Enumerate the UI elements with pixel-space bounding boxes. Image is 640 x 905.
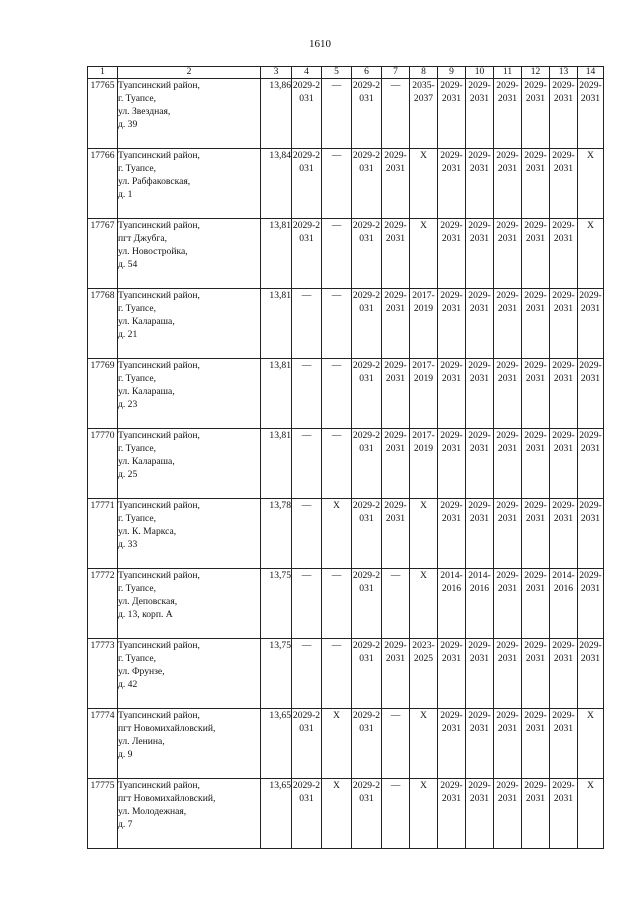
period-cell: —	[292, 639, 322, 709]
area-value: 13,75	[261, 639, 292, 709]
period-cell: 2029-2031	[578, 359, 604, 429]
period-cell: 2029-2031	[494, 149, 522, 219]
register-table	[87, 66, 604, 849]
period-cell: —	[322, 289, 352, 359]
period-cell: 2029-2031	[578, 289, 604, 359]
period-cell: X	[410, 569, 438, 639]
period-cell: 2029-2031	[466, 709, 494, 779]
period-cell: 2029-2031	[382, 359, 410, 429]
column-header: 4	[292, 67, 322, 79]
period-cell: 2029-2031	[352, 499, 382, 569]
record-number: 17772	[88, 569, 118, 639]
address-line: г. Туапсе,	[118, 303, 156, 314]
address-line: д. 39	[118, 119, 138, 130]
period-cell: 2029-2031	[438, 219, 466, 289]
table-row	[88, 709, 604, 779]
period-cell: 2029-2031	[550, 429, 578, 499]
area-value: 13,84	[261, 149, 292, 219]
address-line: д. 23	[118, 399, 138, 410]
period-cell: 2029-2031	[438, 639, 466, 709]
period-cell: 2029-2031	[438, 779, 466, 849]
period-cell: X	[578, 219, 604, 289]
address-line: Туапсинский район,	[118, 710, 200, 721]
period-cell: 2029-2031	[522, 779, 550, 849]
period-cell: 2029-2031	[494, 709, 522, 779]
column-header: 6	[352, 67, 382, 79]
period-cell: 2029-2031	[522, 429, 550, 499]
address-line: ул. Деповская,	[118, 596, 178, 607]
period-cell: —	[292, 499, 322, 569]
period-cell: 2014-2016	[550, 569, 578, 639]
period-cell: 2017-2019	[410, 289, 438, 359]
area-value: 13,78	[261, 499, 292, 569]
period-cell: 2029-2031	[550, 499, 578, 569]
period-cell: 2029-2031	[292, 79, 322, 149]
address-line: д. 25	[118, 469, 138, 480]
address-line: Туапсинский район,	[118, 220, 200, 231]
address-line: г. Туапсе,	[118, 373, 156, 384]
period-cell: 2029-2031	[292, 219, 322, 289]
area-value: 13,65	[261, 709, 292, 779]
address-line: Туапсинский район,	[118, 500, 200, 511]
address-line: Туапсинский район,	[118, 150, 200, 161]
period-cell: X	[578, 149, 604, 219]
record-number: 17774	[88, 709, 118, 779]
address-line: Туапсинский район,	[118, 290, 200, 301]
period-cell: 2029-2031	[578, 499, 604, 569]
period-cell: 2029-2031	[494, 219, 522, 289]
area-value: 13,81	[261, 429, 292, 499]
table-row	[88, 79, 604, 149]
address-line: Туапсинский район,	[118, 430, 200, 441]
address-cell	[118, 149, 261, 219]
column-header: 10	[466, 67, 494, 79]
column-header: 7	[382, 67, 410, 79]
period-cell: 2029-2031	[352, 569, 382, 639]
table-row	[88, 499, 604, 569]
period-cell: 2029-2031	[466, 359, 494, 429]
table-row	[88, 219, 604, 289]
table-row	[88, 289, 604, 359]
area-value: 13,65	[261, 779, 292, 849]
period-cell: 2029-2031	[522, 289, 550, 359]
period-cell: —	[382, 569, 410, 639]
period-cell: —	[322, 149, 352, 219]
address-cell	[118, 219, 261, 289]
address-line: ул. Молодежная,	[118, 806, 187, 817]
period-cell: 2029-2031	[494, 79, 522, 149]
address-line: г. Туапсе,	[118, 163, 156, 174]
address-cell	[118, 289, 261, 359]
table-row	[88, 359, 604, 429]
period-cell: 2029-2031	[438, 709, 466, 779]
period-cell: 2014-2016	[466, 569, 494, 639]
address-cell	[118, 779, 261, 849]
period-cell: 2029-2031	[550, 219, 578, 289]
period-cell: 2029-2031	[494, 359, 522, 429]
period-cell: 2035-2037	[410, 79, 438, 149]
period-cell: 2029-2031	[550, 709, 578, 779]
period-cell: 2029-2031	[352, 429, 382, 499]
column-header: 12	[522, 67, 550, 79]
period-cell: 2029-2031	[550, 289, 578, 359]
address-line: ул. Рабфаковская,	[118, 176, 191, 187]
period-cell: X	[578, 709, 604, 779]
period-cell: 2029-2031	[352, 219, 382, 289]
period-cell: 2029-2031	[438, 289, 466, 359]
period-cell: 2029-2031	[522, 499, 550, 569]
period-cell: 2029-2031	[466, 79, 494, 149]
period-cell: —	[322, 639, 352, 709]
period-cell: 2029-2031	[522, 359, 550, 429]
period-cell: 2029-2031	[382, 289, 410, 359]
period-cell: 2029-2031	[494, 569, 522, 639]
column-header: 11	[494, 67, 522, 79]
address-line: д. 54	[118, 259, 138, 270]
period-cell: 2029-2031	[382, 219, 410, 289]
record-number: 17767	[88, 219, 118, 289]
area-value: 13,86	[261, 79, 292, 149]
record-number: 17766	[88, 149, 118, 219]
period-cell: 2029-2031	[522, 149, 550, 219]
period-cell: 2029-2031	[352, 289, 382, 359]
address-line: Туапсинский район,	[118, 360, 200, 371]
period-cell: X	[410, 499, 438, 569]
period-cell: 2029-2031	[550, 79, 578, 149]
column-header: 13	[550, 67, 578, 79]
period-cell: 2029-2031	[578, 79, 604, 149]
period-cell: —	[322, 429, 352, 499]
page-number: 1610	[309, 38, 331, 50]
period-cell: —	[292, 569, 322, 639]
address-cell	[118, 499, 261, 569]
area-value: 13,75	[261, 569, 292, 639]
period-cell: 2029-2031	[494, 499, 522, 569]
period-cell: 2029-2031	[550, 779, 578, 849]
period-cell: X	[410, 779, 438, 849]
address-cell	[118, 569, 261, 639]
period-cell: —	[322, 569, 352, 639]
address-line: д. 1	[118, 189, 133, 200]
period-cell: 2029-2031	[550, 639, 578, 709]
address-line: ул. Фрунзе,	[118, 666, 165, 677]
record-number: 17770	[88, 429, 118, 499]
period-cell: 2029-2031	[522, 569, 550, 639]
period-cell: X	[410, 149, 438, 219]
period-cell: 2029-2031	[292, 149, 322, 219]
period-cell: —	[292, 429, 322, 499]
column-header: 3	[261, 67, 292, 79]
period-cell: 2029-2031	[352, 639, 382, 709]
period-cell: —	[382, 709, 410, 779]
period-cell: 2017-2019	[410, 359, 438, 429]
address-cell	[118, 79, 261, 149]
address-line: д. 33	[118, 539, 138, 550]
address-line: д. 42	[118, 679, 138, 690]
period-cell: —	[292, 289, 322, 359]
area-value: 13,81	[261, 289, 292, 359]
table-body	[88, 79, 604, 849]
period-cell: 2029-2031	[352, 709, 382, 779]
table-row	[88, 149, 604, 219]
period-cell: 2029-2031	[382, 639, 410, 709]
column-header: 14	[578, 67, 604, 79]
period-cell: —	[292, 359, 322, 429]
period-cell: X	[322, 499, 352, 569]
period-cell: 2029-2031	[466, 219, 494, 289]
table-row	[88, 429, 604, 499]
period-cell: 2029-2031	[494, 779, 522, 849]
period-cell: 2023-2025	[410, 639, 438, 709]
period-cell: 2029-2031	[438, 359, 466, 429]
address-line: ул. Ленина,	[118, 736, 165, 747]
address-line: д. 9	[118, 749, 133, 760]
record-number: 17769	[88, 359, 118, 429]
period-cell: 2029-2031	[382, 499, 410, 569]
period-cell: —	[382, 79, 410, 149]
period-cell: 2029-2031	[352, 359, 382, 429]
record-number: 17765	[88, 79, 118, 149]
period-cell: 2029-2031	[550, 359, 578, 429]
record-number: 17768	[88, 289, 118, 359]
period-cell: 2029-2031	[438, 79, 466, 149]
period-cell: 2029-2031	[522, 639, 550, 709]
address-line: ул. Калараша,	[118, 386, 175, 397]
record-number: 17771	[88, 499, 118, 569]
table-header-row	[88, 67, 604, 79]
address-line: пгт Новомихайловский,	[118, 723, 216, 734]
address-line: г. Туапсе,	[118, 93, 156, 104]
address-line: Туапсинский район,	[118, 80, 200, 91]
period-cell: 2017-2019	[410, 429, 438, 499]
address-line: ул. Звездная,	[118, 106, 171, 117]
period-cell: 2029-2031	[352, 779, 382, 849]
address-line: Туапсинский район,	[118, 570, 200, 581]
column-header: 2	[118, 67, 261, 79]
period-cell: 2029-2031	[578, 429, 604, 499]
period-cell: X	[322, 779, 352, 849]
period-cell: 2014-2016	[438, 569, 466, 639]
period-cell: 2029-2031	[292, 709, 322, 779]
period-cell: X	[410, 709, 438, 779]
address-line: г. Туапсе,	[118, 443, 156, 454]
address-line: д. 7	[118, 819, 133, 830]
column-header: 8	[410, 67, 438, 79]
period-cell: 2029-2031	[466, 779, 494, 849]
period-cell: 2029-2031	[352, 79, 382, 149]
period-cell: —	[322, 219, 352, 289]
address-line: пгт Новомихайловский,	[118, 793, 216, 804]
period-cell: 2029-2031	[466, 499, 494, 569]
address-line: ул. К. Маркса,	[118, 526, 177, 537]
period-cell: 2029-2031	[438, 149, 466, 219]
address-cell	[118, 359, 261, 429]
address-line: г. Туапсе,	[118, 653, 156, 664]
period-cell: 2029-2031	[522, 709, 550, 779]
period-cell: —	[322, 79, 352, 149]
address-line: ул. Калараша,	[118, 316, 175, 327]
period-cell: 2029-2031	[578, 639, 604, 709]
area-value: 13,81	[261, 219, 292, 289]
period-cell: X	[322, 709, 352, 779]
period-cell: 2029-2031	[466, 149, 494, 219]
address-line: г. Туапсе,	[118, 583, 156, 594]
period-cell: 2029-2031	[578, 569, 604, 639]
period-cell: 2029-2031	[550, 149, 578, 219]
address-cell	[118, 639, 261, 709]
address-line: д. 13, корп. А	[118, 609, 173, 620]
address-line: Туапсинский район,	[118, 640, 200, 651]
address-line: д. 21	[118, 329, 138, 340]
area-value: 13,81	[261, 359, 292, 429]
period-cell: 2029-2031	[292, 779, 322, 849]
address-cell	[118, 429, 261, 499]
record-number: 17773	[88, 639, 118, 709]
period-cell: —	[322, 359, 352, 429]
record-number: 17775	[88, 779, 118, 849]
period-cell: X	[578, 779, 604, 849]
period-cell: 2029-2031	[466, 639, 494, 709]
period-cell: X	[410, 219, 438, 289]
period-cell: 2029-2031	[438, 429, 466, 499]
column-header: 9	[438, 67, 466, 79]
table-row	[88, 639, 604, 709]
table-row	[88, 569, 604, 639]
period-cell: 2029-2031	[522, 219, 550, 289]
address-line: ул. Калараша,	[118, 456, 175, 467]
period-cell: 2029-2031	[382, 429, 410, 499]
period-cell: —	[382, 779, 410, 849]
table-row	[88, 779, 604, 849]
column-header: 5	[322, 67, 352, 79]
period-cell: 2029-2031	[494, 639, 522, 709]
period-cell: 2029-2031	[352, 149, 382, 219]
period-cell: 2029-2031	[466, 289, 494, 359]
period-cell: 2029-2031	[382, 149, 410, 219]
period-cell: 2029-2031	[494, 289, 522, 359]
address-line: Туапсинский район,	[118, 780, 200, 791]
period-cell: 2029-2031	[494, 429, 522, 499]
address-line: г. Туапсе,	[118, 513, 156, 524]
column-header: 1	[88, 67, 118, 79]
period-cell: 2029-2031	[438, 499, 466, 569]
address-cell	[118, 709, 261, 779]
period-cell: 2029-2031	[466, 429, 494, 499]
address-line: пгт Джубга,	[118, 233, 167, 244]
period-cell: 2029-2031	[522, 79, 550, 149]
address-line: ул. Новостройка,	[118, 246, 188, 257]
